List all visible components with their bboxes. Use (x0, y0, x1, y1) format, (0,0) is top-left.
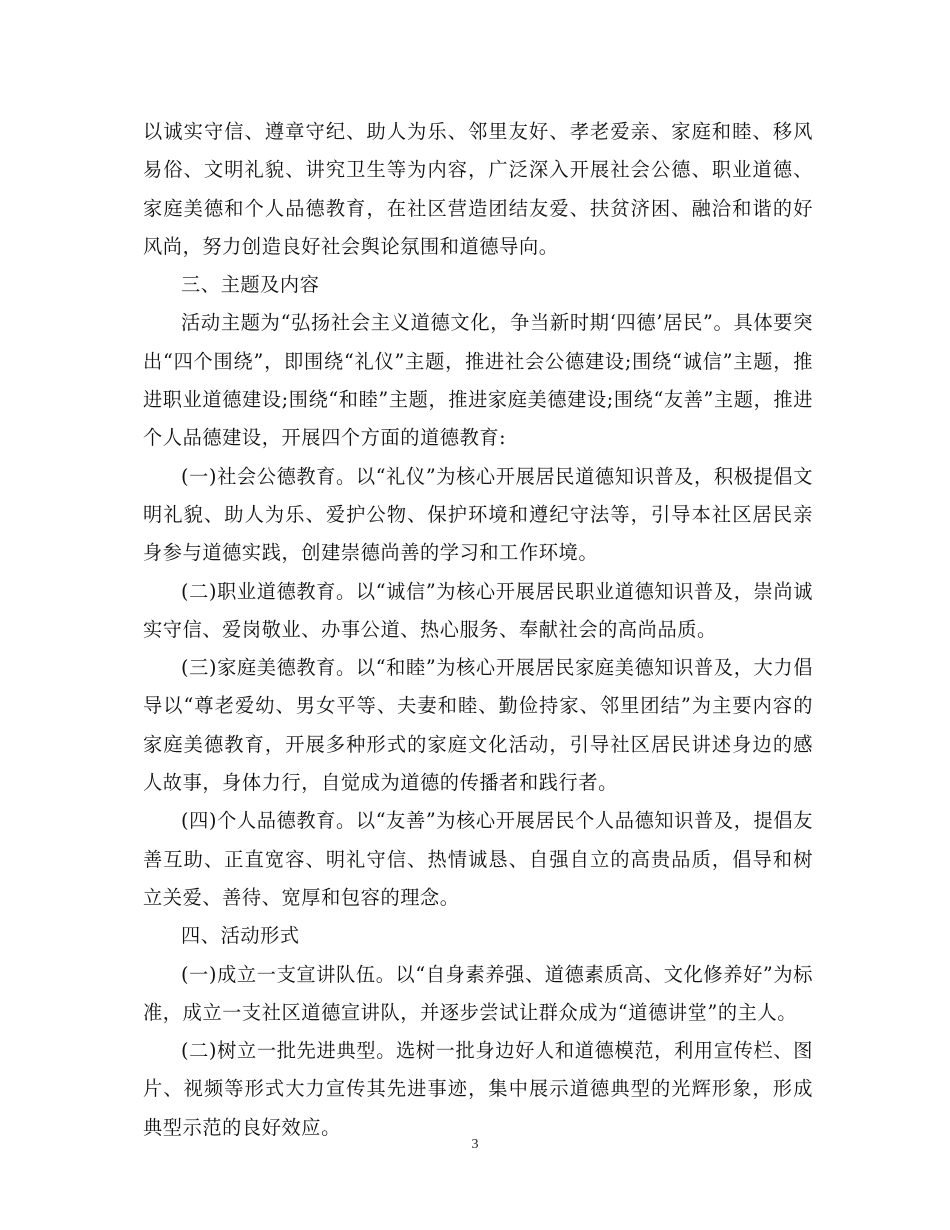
paragraph-professional-ethics: (二)职业道德教育。以“诚信”为核心开展居民职业道德知识普及，崇尚诚实守信、爱岗敬业、办事公道、热心服务、奉献社会的高尚品质。 (143, 579, 813, 641)
paragraph-lecture-team: (一)成立一支宣讲队伍。以“自身素养强、道德素质高、文化修养好”为标准，成立一支社区道德宣讲队，并逐步尝试让群众成为“道德讲堂”的主人。 (143, 962, 813, 1024)
section-heading-theme-content: 三、主题及内容 (181, 273, 320, 297)
paragraph-personal-character: (四)个人品德教育。以“友善”为核心开展居民个人品德知识普及，提倡友善互助、正直宽容、明礼守信、热情诚恳、自强自立的高贵品质，倡导和树立关爱、善待、宽厚和包容的理念。 (143, 809, 813, 909)
section-heading-activity-forms: 四、活动形式 (181, 924, 300, 948)
paragraph-role-models: (二)树立一批先进典型。选树一批身边好人和道德模范，利用宣传栏、图片、视频等形式大力宣传其先进事迹，集中展示道德典型的光辉形象，形成典型示范的良好效应。 (143, 1039, 813, 1139)
paragraph-social-morality: (一)社会公德教育。以“礼仪”为核心开展居民道德知识普及，积极提倡文明礼貌、助人为乐、爱护公物、保护环境和遵纪守法等，引导本社区居民亲身参与道德实践，创建崇德尚善的学习和工作环境。 (143, 464, 813, 565)
paragraph-activity-theme: 活动主题为“弘扬社会主义道德文化，争当新时期‘四德’居民”。具体要突出“四个围绕”，即围绕“礼仪”主题，推进社会公德建设;围绕“诚信”主题，推进职业道德建设;围绕“和睦”主题，推进家庭美德建设;围绕“友善”主题，推进个人品德建设，开展四个方面的道德教育: (143, 311, 813, 450)
paragraph-intro-continued: 以诚实守信、遵章守纪、助人为乐、邻里友好、孝老爱亲、家庭和睦、移风易俗、文明礼貌、讲究卫生等为内容，广泛深入开展社会公德、职业道德、家庭美德和个人品德教育，在社区营造团结友爱、扶贫济困、融洽和谐的好风尚，努力创造良好社会舆论氛围和道德导向。 (143, 120, 813, 258)
paragraph-family-virtue: (三)家庭美德教育。以“和睦”为核心开展居民家庭美德知识普及，大力倡导以“尊老爱幼、男女平等、夫妻和睦、勤俭持家、邻里团结”为主要内容的家庭美德教育，开展多种形式的家庭文化活动，引导社区居民讲述身边的感人故事，身体力行，自觉成为道德的传播者和践行者。 (143, 656, 813, 795)
page-number: 3 (471, 1137, 479, 1152)
document-body (143, 113, 813, 1147)
